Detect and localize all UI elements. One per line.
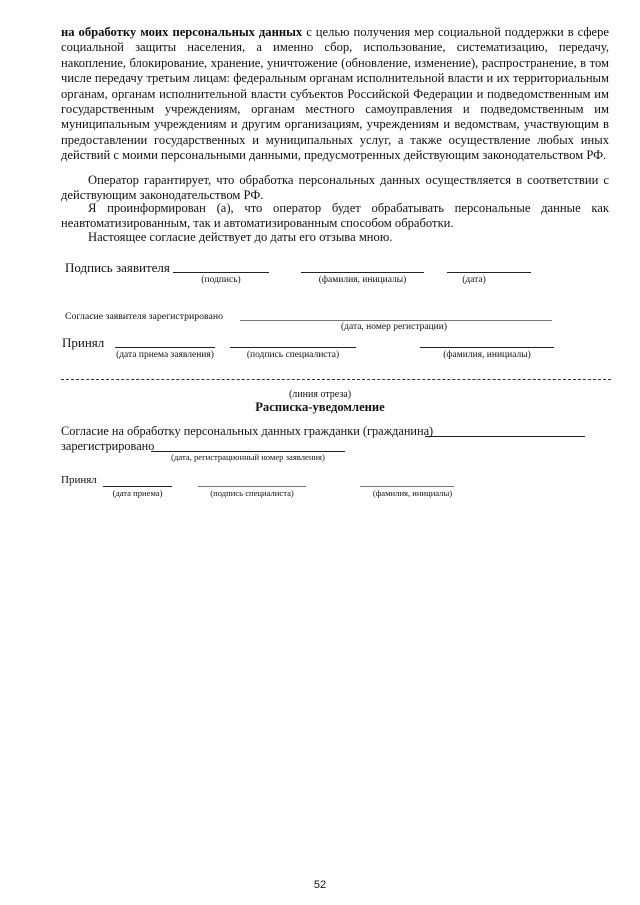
consent-paragraph-1 — [61, 25, 609, 164]
cut-line-label: (линия отреза) — [288, 389, 352, 400]
receipt-title: Расписка-уведомление — [255, 400, 385, 414]
applicant-date-line[interactable] — [447, 272, 531, 273]
receipt-line-2: зарегистрировано — [61, 439, 155, 453]
caption-receipt-signature: (подпись специалиста) — [210, 488, 294, 498]
caption-receipt-name: (фамилия, инициалы) — [372, 488, 453, 498]
consent-bold-lead: на обработку моих персональных данных — [61, 25, 303, 39]
caption-receipt-date: (дата приема) — [112, 488, 163, 498]
caption-specialist-signature: (подпись специалиста) — [246, 350, 340, 360]
page-number: 52 — [313, 879, 327, 891]
caption-signature: (подпись) — [201, 275, 241, 285]
registration-line[interactable] — [240, 320, 552, 321]
cut-line — [61, 379, 611, 380]
caption-registration: (дата, номер регистрации) — [340, 322, 448, 332]
consent-paragraph-2: Оператор гарантирует, что обработка персональных данных осуществляется в соответствии с действующим законодательством РФ. — [61, 173, 609, 203]
receipt-date-line[interactable] — [103, 486, 172, 487]
consent-paragraph-3: Я проинформирован (а), что оператор будет обрабатывать персональные данные как неавтоматизированным, так и автоматизированным способом обработки. — [61, 201, 609, 231]
caption-receipt-registration: (дата, регистрационный номер заявления) — [171, 452, 325, 462]
caption-date: (дата) — [462, 275, 486, 285]
applicant-name-line[interactable] — [301, 272, 424, 273]
caption-specialist-name: (фамилия, инициалы) — [443, 350, 531, 360]
receipt-line-1: Согласие на обработку персональных данных гражданки (гражданина) — [61, 424, 434, 438]
accepted-label: Принял — [62, 335, 105, 350]
consent-text: с целью получения мер социальной поддержки в сфере социальной защиты населения, а именно сбор, использование, систематизацию, передачу, накопление, блокирование, хранение, уничтожение (обновление, изменение), распространение, в том числе передачу третьим лицам: федеральным органам исполнительной власти и их территориальным органам, органам исполнительной власти субъектов Российской Федерации и подведомственным им государственным учреждениям, органам местного самоуправления и подведомственным им муниципальным учреждениям и другим организациям, учреждениям и ведомствам, участвующим в предоставлении государственных и муниципальных услуг, а также осуществление любых иных действий с моими персональными данными, предусмотренных действующим законодательством РФ. — [61, 25, 609, 163]
accept-date-line[interactable] — [115, 347, 215, 348]
caption-accept-date: (дата приема заявления) — [116, 350, 214, 360]
registration-label: Согласие заявителя зарегистрировано — [65, 311, 224, 322]
caption-name: (фамилия, инициалы) — [318, 275, 407, 285]
applicant-signature-line[interactable] — [173, 272, 269, 273]
specialist-signature-line[interactable] — [230, 347, 356, 348]
citizen-name-line[interactable] — [425, 436, 585, 437]
receipt-accepted-label: Принял — [61, 474, 97, 486]
receipt-specialist-name-line[interactable] — [360, 486, 454, 487]
specialist-name-line[interactable] — [420, 347, 554, 348]
applicant-signature-label: Подпись заявителя — [65, 260, 170, 275]
consent-paragraph-4: Настоящее согласие действует до даты его отзыва мною. — [88, 230, 393, 244]
receipt-specialist-signature-line[interactable] — [198, 486, 306, 487]
